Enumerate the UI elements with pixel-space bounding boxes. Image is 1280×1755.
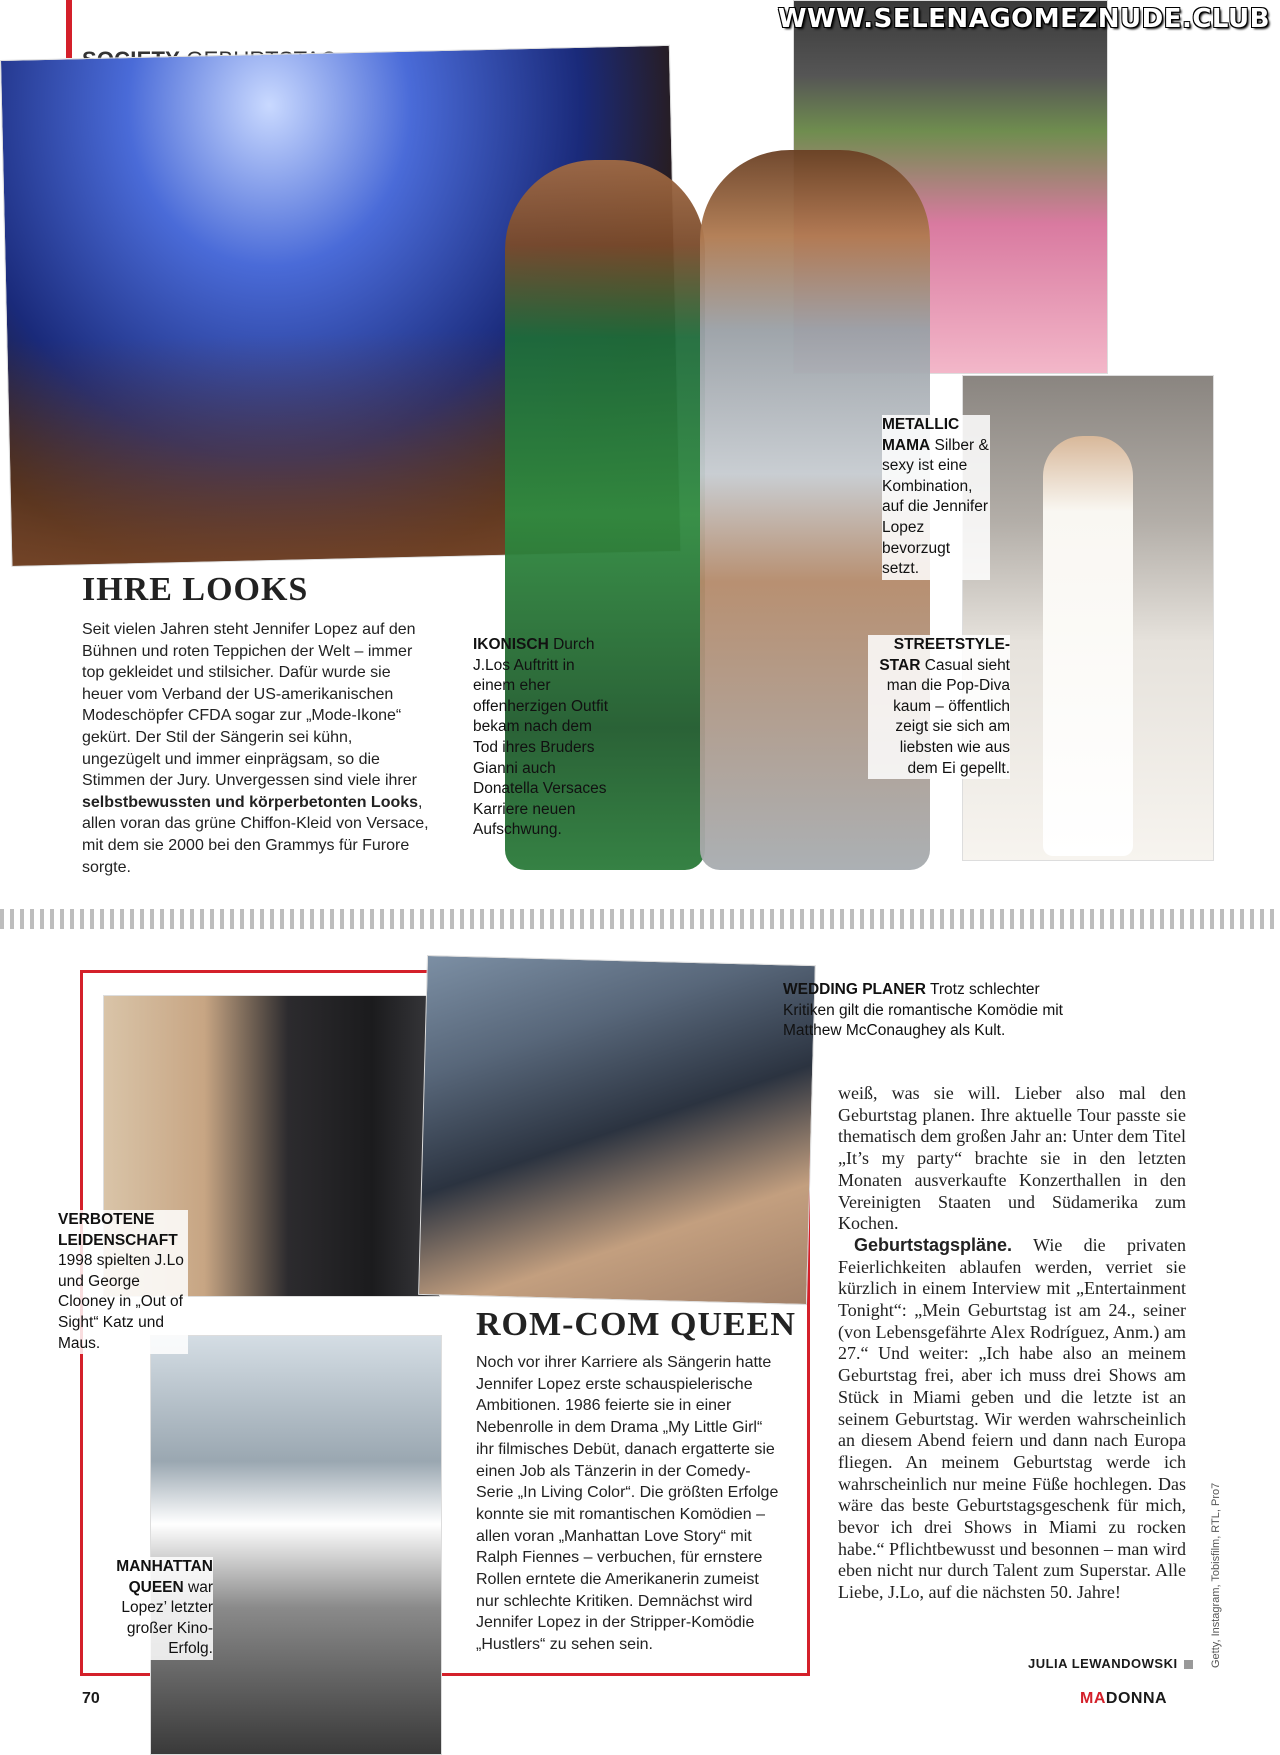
caption-metallic-text: Silber & sexy ist eine Kombination, auf die Jennifer Lopez bevorzugt setzt. [882,436,989,578]
looks-body [82,619,432,878]
caption-metallic-kw: METALLIC MAMA [882,416,960,454]
romcom-title: ROM-COM QUEEN [476,1306,796,1343]
author-name: JULIA LEWANDOWSKI [1028,1656,1178,1671]
magazine-name-b: DONNA [1105,1690,1168,1707]
white-outfit-figure [1043,436,1133,856]
caption-manhattan [95,1557,213,1660]
main-column [838,1083,1186,1604]
maid-in-manhattan-still [150,1335,442,1755]
caption-wedding [783,980,1063,1042]
caption-wedding-kw: WEDDING PLANER [783,981,926,998]
caption-streetstyle [868,635,1010,779]
magazine-name [1080,1690,1167,1708]
column-bold: Geburtstagspläne. [854,1234,1013,1255]
looks-title: IHRE LOOKS [82,571,309,608]
column-text-b: Wie die privaten Feierlichkeiten ablaufen werden, verriet sie kürzlich in einem Interview mit „Entertainment Tonight“: „Mein Geburtstag ist am 24., seiner (von Lebensgefährte Alex Rodríguez, Anm.) am 27.“ Und weiter: „Ich habe also an meinem Geburtstag frei, aber ich muss drei Shows am Stück in Miami geben und die letzte ist an seinem Geburtstag. Wir werden wahrscheinlich an diesem Abend feiern und dann nach Europa fliegen. An meinem Geburtstag werde ich wahrscheinlich nur meine Füße hochlegen. Das wäre das beste Geburtstagsgeschenk für mich, bevor ich drei Shows in Miami zu rocken habe.“ Pflichtbewusst und besonnen – man wird eben nicht nur durch Talent zum Superstar. Alle Liebe, J.Lo, auf die nächsten 50. Jahre! [838,1234,1186,1603]
section-red-bar [66,0,72,58]
caption-wedding-text: Trotz schlechter Kritiken gilt die romantische Komödie mit Matthew McConaughey als Kult. [783,981,1063,1040]
caption-metallic [882,415,990,580]
caption-streetstyle-text: Casual sieht man die Pop-Diva kaum – öffentlich zeigt sie sich am liebsten wie aus dem Ei gepellt. [886,656,1010,777]
caption-verbotene-kw: VERBOTENE LEIDENSCHAFT [58,1211,178,1249]
romcom-body: Noch vor ihrer Karriere als Sängerin hatte Jennifer Lopez erste schauspielerische Ambitionen. 1986 feierte sie in einer Nebenrolle in dem Drama „My Little Girl“ ihr filmisches Debüt, danach ergatterte sie einen Job als Tänzerin in der Comedy-Serie „In Living Color“. Die größten Erfolge konnte sie mit romantischen Komödien – allen voran „Manhattan Love Story“ mit Ralph Fiennes – verbuchen, für ernstere Rollen erntete die Amerikanerin zumeist nur schlechte Kritiken. Demnächst wird Jennifer Lopez in der Stripper-Komödie „Hustlers“ zu sehen sein. [476,1354,779,1654]
looks-body-b: , allen voran das grüne Chiffon-Kleid von Versace, mit dem sie 2000 bei den Grammys für Furore sorgte. [82,793,429,876]
caption-verbotene-text: 1998 spielten J.Lo und George Clooney in „Out of Sight“ Katz und Maus. [58,1252,184,1352]
photo-credits: Getty, Instagram, Tobisfilm, RTL, Pro7 [1210,1482,1222,1668]
looks-body-a: Seit vielen Jahren steht Jennifer Lopez auf den Bühnen und roten Teppichen der Welt – immer top gekleidet und stilsicher. Dafür wurde sie heuer vom Verband der US-amerikanischen Modeschöpfer CFDA sogar zur „Mode-Ikone“ gekürt. Der Stil der Sängerin sei kühn, ungezügelt und immer einprägsam, so die Stimmen der Jury. Unvergessen sind viele ihrer [82,621,417,790]
author-square [1184,1660,1193,1669]
looks-body-bold: selbstbewussten und körperbetonten Looks [82,793,419,811]
magazine-name-a: MA [1080,1690,1106,1707]
page-number: 70 [82,1690,100,1707]
column-text-a: weiß, was sie will. Lieber also mal den Geburtstag planen. Ihre aktuelle Tour passte sie thematisch dem großen Jahr an: Unter dem Titel „It’s my party“ brachte sie in den letzten Monaten ausverkaufte Konzerthallen in den Vereinigten Staaten und Südamerika zum Kochen. [838,1083,1186,1234]
section-divider [0,909,1280,929]
white-outfit-street-photo [962,375,1214,861]
caption-verbotene [58,1210,188,1354]
caption-streetstyle-kw: STREETSTYLE-STAR [879,636,1010,674]
caption-ikonisch [473,635,613,841]
author-byline [1028,1656,1193,1671]
wedding-planner-still [418,955,816,1305]
caption-manhattan-text: war Lopez’ letzter großer Kino-Erfolg. [121,1578,213,1658]
caption-manhattan-kw: MANHATTAN QUEEN [116,1558,213,1596]
caption-ikonisch-text: Durch J.Los Auftritt in einem eher offenherzigen Outfit bekam nach dem Tod ihres Bruders Gianni auch Donatella Versaces Karriere neuen Aufschwung. [473,636,608,839]
caption-ikonisch-kw: IKONISCH [473,636,549,653]
watermark: WWW.SELENAGOMEZNUDE.CLUB [777,4,1270,34]
